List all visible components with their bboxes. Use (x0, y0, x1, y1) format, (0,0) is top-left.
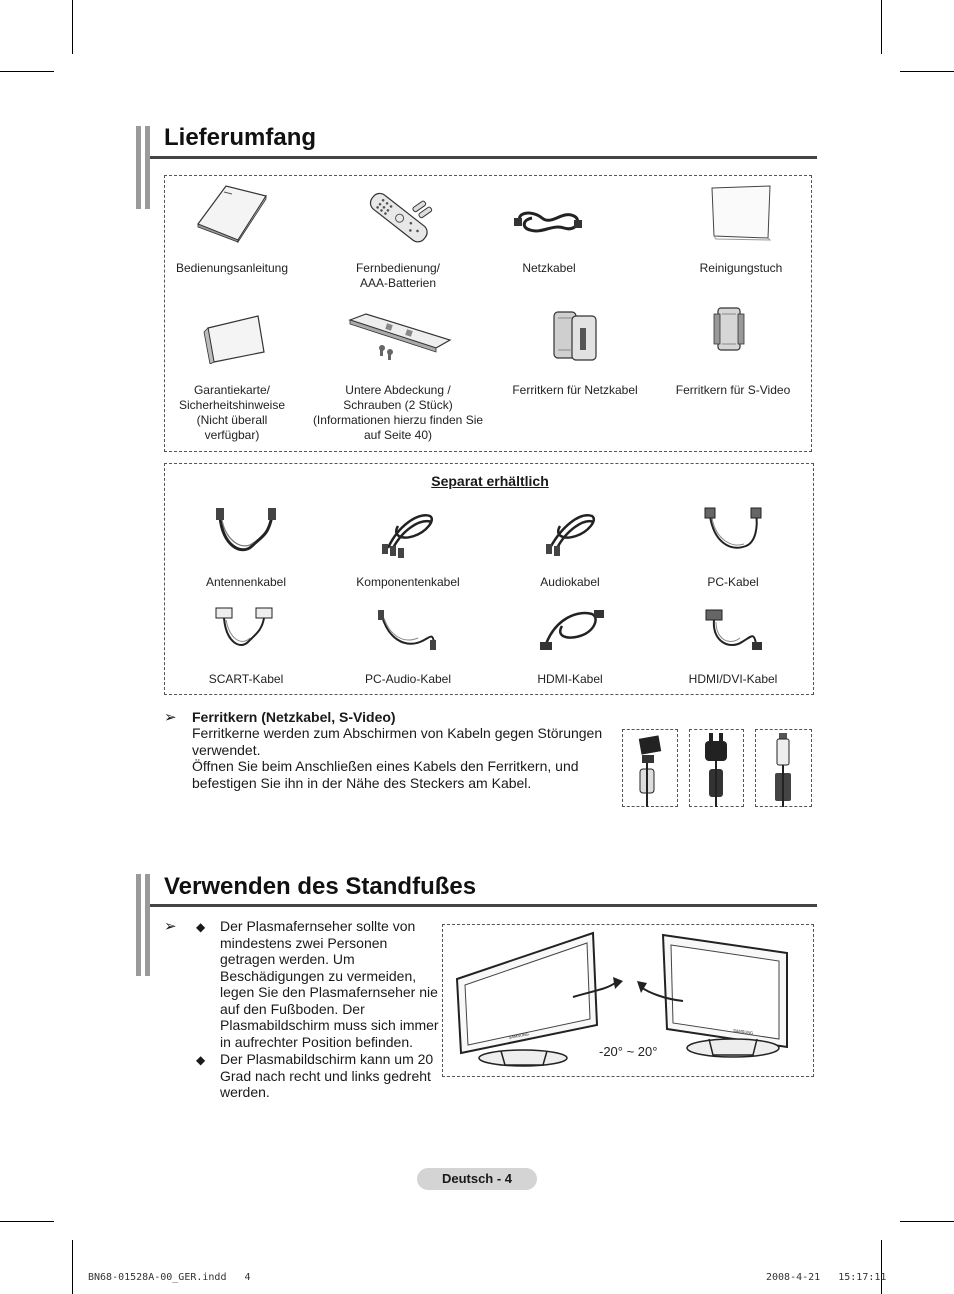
item-label: Reinigungstuch (699, 261, 783, 275)
svideo-plug-with-ferrite-icon (755, 729, 812, 807)
cover-screws-icon (346, 310, 456, 362)
audio-cable-icon (540, 506, 600, 558)
tv-rotation-illustration (443, 925, 813, 1076)
bullet-text: Der Plasmabildschirm kann um 20 Grad nach recht und links gedreht werden. (220, 1051, 434, 1100)
power-plug-with-ferrite-icon (689, 729, 744, 807)
ferrite-note (192, 709, 610, 791)
stand-instructions (196, 918, 444, 1101)
ferrite-core-svideo-icon (710, 304, 750, 354)
item-label: HDMI/DVI-Kabel (688, 672, 778, 686)
pc-audio-cable-icon (374, 608, 440, 652)
crop-mark (0, 1221, 54, 1222)
warranty-card-icon (202, 314, 268, 364)
ferrite-note-text-2: Öffnen Sie beim Anschließen eines Kabels den Ferritkern, und befestigen Sie ihn in der Nähe des Steckers am Kabel. (192, 758, 579, 791)
footer-timestamp: 2008-4-21 15:17:11 (766, 1272, 887, 1283)
ferrite-note-heading: Ferritkern (Netzkabel, S-Video) (192, 709, 396, 725)
item-label: Garantiekarte/ Sicherheitshinweise (Nicht überall verfügbar) (178, 383, 286, 442)
list-item (196, 1051, 444, 1101)
cleaning-cloth-icon (708, 184, 774, 242)
item-label: Audiokabel (540, 575, 600, 589)
section-title-lieferumfang: Lieferumfang (164, 124, 317, 151)
hdmi-dvi-cable-icon (702, 606, 764, 654)
section-bar-gap (141, 874, 145, 976)
crop-mark (72, 1240, 73, 1294)
plug-with-ferrite-icon (622, 729, 678, 807)
component-cable-icon (378, 506, 438, 558)
section-rule (150, 156, 817, 159)
item-label: Fernbedienung/ AAA-Batterien (355, 261, 441, 290)
list-item (196, 918, 444, 1050)
crop-mark (900, 1221, 954, 1222)
separate-heading: Separat erhältlich (431, 473, 549, 489)
tv-brand-left: SAMSUNG (508, 1031, 530, 1040)
ferrite-note-text-1: Ferritkerne werden zum Abschirmen von Kabeln gegen Störungen verwendet. (192, 725, 603, 758)
tv-brand-right: SAMSUNG (732, 1027, 754, 1036)
crop-mark (0, 71, 54, 72)
note-marker: ➢ (164, 709, 177, 726)
section2-marker: ➢ (164, 918, 177, 935)
item-label: Komponentenkabel (356, 575, 460, 589)
footer-filename: BN68-01528A-00_GER.indd 4 (88, 1272, 251, 1283)
bullet-text: Der Plasmafernseher sollte von mindestens zwei Personen getragen werden. Um Beschädigungen zu vermeiden, legen Sie den Plasmafernseher nie auf den Fußboden. Der Plasmabildschirm muss sich immer in aufrechter Position befinden. (220, 918, 439, 1050)
item-label: PC-Audio-Kabel (364, 672, 452, 686)
item-label: HDMI-Kabel (537, 672, 603, 686)
hdmi-cable-icon (536, 606, 606, 654)
item-label: SCART-Kabel (208, 672, 284, 686)
diamond-bullet-icon: ◆ (196, 920, 206, 934)
ferrite-core-power-icon (548, 304, 602, 366)
diamond-bullet-icon: ◆ (196, 1053, 206, 1067)
power-cord-icon (512, 206, 584, 236)
antenna-cable-icon (212, 506, 280, 558)
item-label: PC-Kabel (707, 575, 759, 589)
item-label: Ferritkern für S-Video (675, 383, 791, 397)
item-label: Untere Abdeckung / Schrauben (2 Stück) (Informationen hierzu finden Sie auf Seite 40) (312, 383, 484, 442)
rotation-label: -20° ~ 20° (599, 1044, 658, 1059)
crop-mark (881, 0, 882, 54)
page-number-pill: Deutsch - 4 (417, 1168, 537, 1190)
item-label: Netzkabel (522, 261, 576, 275)
scart-cable-icon (212, 606, 276, 656)
section-title-standfuss: Verwenden des Standfußes (164, 873, 477, 900)
manual-icon (194, 184, 270, 244)
item-label: Antennenkabel (205, 575, 287, 589)
pc-cable-icon (700, 506, 766, 558)
item-label: Bedienungsanleitung (175, 261, 289, 275)
item-label: Ferritkern für Netzkabel (512, 383, 638, 397)
section-bar-gap (141, 126, 145, 209)
section-rule (150, 904, 817, 907)
crop-mark (900, 71, 954, 72)
crop-mark (881, 1240, 882, 1294)
crop-mark (72, 0, 73, 54)
remote-control-icon (358, 184, 438, 250)
